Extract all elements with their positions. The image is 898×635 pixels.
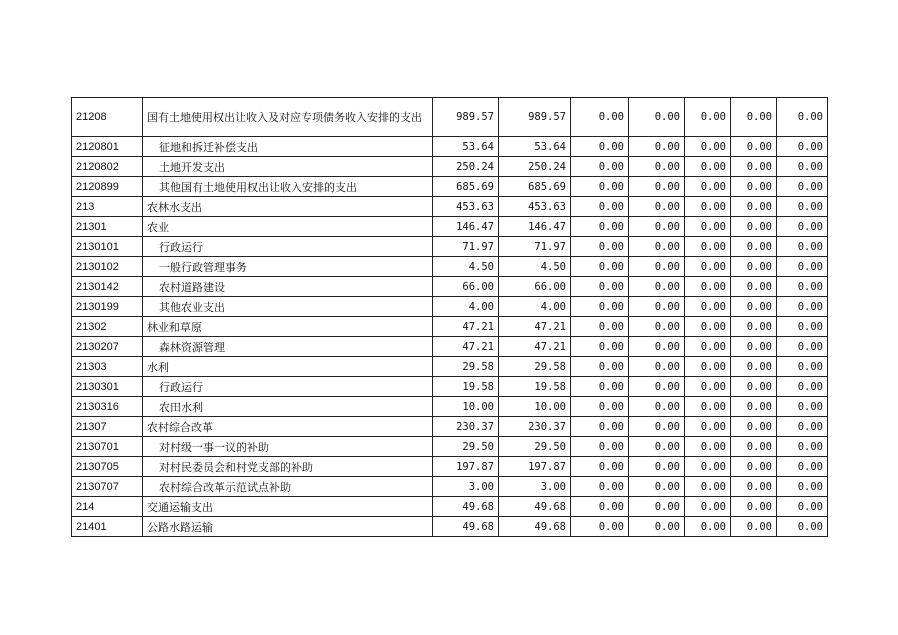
amount-cell: 0.00 — [685, 98, 731, 137]
amount-cell: 0.00 — [731, 377, 777, 397]
amount-cell: 0.00 — [571, 217, 629, 237]
subject-code-cell: 2120899 — [72, 177, 143, 197]
amount-cell: 0.00 — [571, 417, 629, 437]
amount-cell: 0.00 — [731, 157, 777, 177]
table-row — [72, 177, 828, 197]
amount-cell: 0.00 — [731, 437, 777, 457]
amount-cell: 0.00 — [731, 197, 777, 217]
amount-cell: 0.00 — [629, 357, 685, 377]
subject-code-cell: 21301 — [72, 217, 143, 237]
amount-cell: 0.00 — [777, 237, 828, 257]
amount-cell: 71.97 — [499, 237, 571, 257]
amount-cell: 0.00 — [629, 297, 685, 317]
subject-name-text: 农村道路建设 — [159, 280, 225, 294]
amount-cell: 0.00 — [571, 437, 629, 457]
amount-cell: 0.00 — [571, 517, 629, 537]
subject-name-cell — [143, 237, 433, 257]
amount-cell: 0.00 — [777, 98, 828, 137]
table-row — [72, 98, 828, 137]
amount-cell: 0.00 — [731, 477, 777, 497]
amount-cell: 47.21 — [433, 337, 499, 357]
subject-name-text: 征地和拆迁补偿支出 — [159, 140, 258, 154]
amount-cell: 0.00 — [685, 477, 731, 497]
subject-name-cell — [143, 397, 433, 417]
subject-name-text: 森林资源管理 — [159, 340, 225, 354]
amount-cell: 0.00 — [571, 337, 629, 357]
table-row — [72, 297, 828, 317]
amount-cell: 685.69 — [433, 177, 499, 197]
amount-cell: 4.50 — [433, 257, 499, 277]
amount-cell: 0.00 — [571, 477, 629, 497]
amount-cell: 0.00 — [571, 197, 629, 217]
subject-code-cell: 2130701 — [72, 437, 143, 457]
subject-name-text: 水利 — [147, 360, 169, 374]
subject-name-cell — [143, 317, 433, 337]
amount-cell: 0.00 — [629, 337, 685, 357]
subject-code-cell: 2130207 — [72, 337, 143, 357]
subject-code-cell: 2130102 — [72, 257, 143, 277]
amount-cell: 0.00 — [731, 497, 777, 517]
table-row — [72, 157, 828, 177]
subject-name-text: 农田水利 — [159, 400, 203, 414]
amount-cell: 0.00 — [731, 177, 777, 197]
amount-cell: 0.00 — [731, 98, 777, 137]
amount-cell: 0.00 — [777, 197, 828, 217]
amount-cell: 250.24 — [433, 157, 499, 177]
amount-cell: 0.00 — [777, 317, 828, 337]
subject-code-cell: 21302 — [72, 317, 143, 337]
subject-name-cell — [143, 377, 433, 397]
table-row — [72, 437, 828, 457]
amount-cell: 0.00 — [731, 337, 777, 357]
amount-cell: 0.00 — [777, 257, 828, 277]
subject-name-cell — [143, 297, 433, 317]
table-row — [72, 497, 828, 517]
table-row — [72, 197, 828, 217]
table-row — [72, 457, 828, 477]
amount-cell: 0.00 — [571, 457, 629, 477]
amount-cell: 53.64 — [499, 137, 571, 157]
subject-name-cell — [143, 437, 433, 457]
amount-cell: 453.63 — [499, 197, 571, 217]
subject-code-cell: 2120801 — [72, 137, 143, 157]
amount-cell: 0.00 — [731, 217, 777, 237]
amount-cell: 0.00 — [731, 237, 777, 257]
subject-code-cell: 2130707 — [72, 477, 143, 497]
table-row — [72, 517, 828, 537]
subject-code-cell: 213 — [72, 197, 143, 217]
amount-cell: 0.00 — [777, 477, 828, 497]
amount-cell: 53.64 — [433, 137, 499, 157]
amount-cell: 0.00 — [731, 397, 777, 417]
amount-cell: 3.00 — [499, 477, 571, 497]
subject-name-text: 其他国有土地使用权出让收入安排的支出 — [159, 180, 357, 194]
amount-cell: 0.00 — [685, 257, 731, 277]
amount-cell: 0.00 — [629, 437, 685, 457]
table-body — [72, 98, 828, 537]
amount-cell: 0.00 — [629, 417, 685, 437]
subject-code-cell: 21303 — [72, 357, 143, 377]
subject-name-text: 农村综合改革示范试点补助 — [159, 480, 291, 494]
amount-cell: 0.00 — [629, 257, 685, 277]
amount-cell: 0.00 — [777, 397, 828, 417]
amount-cell: 250.24 — [499, 157, 571, 177]
amount-cell: 0.00 — [777, 457, 828, 477]
amount-cell: 230.37 — [433, 417, 499, 437]
subject-code-cell: 2130705 — [72, 457, 143, 477]
subject-code-cell: 21208 — [72, 98, 143, 137]
amount-cell: 0.00 — [629, 377, 685, 397]
subject-name-text: 对村级一事一议的补助 — [159, 440, 269, 454]
amount-cell: 10.00 — [433, 397, 499, 417]
amount-cell: 197.87 — [499, 457, 571, 477]
subject-name-cell — [143, 277, 433, 297]
amount-cell: 0.00 — [731, 297, 777, 317]
amount-cell: 0.00 — [571, 137, 629, 157]
amount-cell: 0.00 — [685, 517, 731, 537]
amount-cell: 49.68 — [499, 497, 571, 517]
amount-cell: 0.00 — [777, 357, 828, 377]
amount-cell: 0.00 — [571, 377, 629, 397]
subject-name-cell — [143, 257, 433, 277]
amount-cell: 0.00 — [571, 257, 629, 277]
table-row — [72, 337, 828, 357]
amount-cell: 19.58 — [433, 377, 499, 397]
amount-cell: 49.68 — [433, 517, 499, 537]
amount-cell: 0.00 — [571, 277, 629, 297]
amount-cell: 0.00 — [731, 457, 777, 477]
table-row — [72, 317, 828, 337]
amount-cell: 0.00 — [685, 157, 731, 177]
amount-cell: 0.00 — [571, 497, 629, 517]
amount-cell: 0.00 — [685, 137, 731, 157]
amount-cell: 0.00 — [685, 377, 731, 397]
amount-cell: 989.57 — [499, 98, 571, 137]
amount-cell: 49.68 — [499, 517, 571, 537]
subject-name-cell — [143, 417, 433, 437]
amount-cell: 0.00 — [629, 237, 685, 257]
amount-cell: 0.00 — [777, 377, 828, 397]
amount-cell: 47.21 — [499, 337, 571, 357]
amount-cell: 0.00 — [685, 217, 731, 237]
subject-code-cell: 21401 — [72, 517, 143, 537]
subject-code-cell: 214 — [72, 497, 143, 517]
subject-name-text: 土地开发支出 — [159, 160, 225, 174]
amount-cell: 146.47 — [499, 217, 571, 237]
subject-name-cell — [143, 497, 433, 517]
amount-cell: 0.00 — [731, 257, 777, 277]
amount-cell: 0.00 — [685, 337, 731, 357]
subject-code-cell: 21307 — [72, 417, 143, 437]
amount-cell: 0.00 — [777, 177, 828, 197]
subject-name-text: 其他农业支出 — [159, 300, 225, 314]
amount-cell: 0.00 — [571, 157, 629, 177]
amount-cell: 0.00 — [571, 357, 629, 377]
subject-code-cell: 2130101 — [72, 237, 143, 257]
amount-cell: 685.69 — [499, 177, 571, 197]
amount-cell: 0.00 — [685, 177, 731, 197]
amount-cell: 0.00 — [685, 497, 731, 517]
subject-name-cell — [143, 217, 433, 237]
budget-expenditure-table — [71, 97, 828, 537]
amount-cell: 0.00 — [629, 497, 685, 517]
amount-cell: 0.00 — [571, 237, 629, 257]
amount-cell: 0.00 — [629, 317, 685, 337]
table-row — [72, 397, 828, 417]
amount-cell: 0.00 — [629, 177, 685, 197]
subject-name-text: 行政运行 — [159, 380, 203, 394]
amount-cell: 0.00 — [777, 157, 828, 177]
subject-name-text: 对村民委员会和村党支部的补助 — [159, 460, 313, 474]
amount-cell: 0.00 — [629, 517, 685, 537]
amount-cell: 0.00 — [777, 517, 828, 537]
amount-cell: 3.00 — [433, 477, 499, 497]
amount-cell: 47.21 — [433, 317, 499, 337]
amount-cell: 0.00 — [777, 137, 828, 157]
amount-cell: 0.00 — [629, 98, 685, 137]
amount-cell: 0.00 — [685, 357, 731, 377]
amount-cell: 0.00 — [685, 397, 731, 417]
amount-cell: 0.00 — [731, 137, 777, 157]
subject-name-text: 行政运行 — [159, 240, 203, 254]
amount-cell: 19.58 — [499, 377, 571, 397]
amount-cell: 0.00 — [777, 437, 828, 457]
amount-cell: 0.00 — [777, 497, 828, 517]
table-row — [72, 357, 828, 377]
table-row — [72, 217, 828, 237]
amount-cell: 49.68 — [433, 497, 499, 517]
subject-name-text: 农业 — [147, 220, 169, 234]
amount-cell: 0.00 — [777, 297, 828, 317]
amount-cell: 0.00 — [571, 317, 629, 337]
amount-cell: 0.00 — [571, 297, 629, 317]
amount-cell: 0.00 — [777, 217, 828, 237]
amount-cell: 0.00 — [731, 277, 777, 297]
amount-cell: 0.00 — [777, 337, 828, 357]
subject-name-cell — [143, 457, 433, 477]
amount-cell: 4.00 — [499, 297, 571, 317]
table-row — [72, 377, 828, 397]
amount-cell: 0.00 — [685, 237, 731, 257]
table-row — [72, 257, 828, 277]
amount-cell: 0.00 — [629, 397, 685, 417]
amount-cell: 0.00 — [685, 317, 731, 337]
subject-name-text: 一般行政管理事务 — [159, 260, 247, 274]
subject-code-cell: 2130142 — [72, 277, 143, 297]
subject-name-text: 国有土地使用权出让收入及对应专项债务收入安排的支出 — [147, 110, 422, 124]
amount-cell: 4.00 — [433, 297, 499, 317]
table-row — [72, 277, 828, 297]
subject-code-cell: 2120802 — [72, 157, 143, 177]
amount-cell: 0.00 — [685, 437, 731, 457]
table-row — [72, 477, 828, 497]
table-row — [72, 417, 828, 437]
amount-cell: 29.58 — [433, 357, 499, 377]
table-row — [72, 137, 828, 157]
subject-name-cell — [143, 477, 433, 497]
subject-code-cell: 2130301 — [72, 377, 143, 397]
amount-cell: 0.00 — [571, 177, 629, 197]
amount-cell: 66.00 — [433, 277, 499, 297]
subject-name-text: 公路水路运输 — [147, 520, 213, 534]
amount-cell: 10.00 — [499, 397, 571, 417]
amount-cell: 0.00 — [571, 98, 629, 137]
subject-name-cell — [143, 337, 433, 357]
amount-cell: 0.00 — [685, 277, 731, 297]
amount-cell: 29.50 — [433, 437, 499, 457]
amount-cell: 0.00 — [629, 137, 685, 157]
amount-cell: 0.00 — [777, 277, 828, 297]
amount-cell: 0.00 — [685, 197, 731, 217]
subject-name-cell — [143, 177, 433, 197]
subject-name-text: 林业和草原 — [147, 320, 202, 334]
subject-name-text: 农林水支出 — [147, 200, 202, 214]
amount-cell: 66.00 — [499, 277, 571, 297]
amount-cell: 197.87 — [433, 457, 499, 477]
amount-cell: 0.00 — [571, 397, 629, 417]
subject-name-cell — [143, 197, 433, 217]
amount-cell: 146.47 — [433, 217, 499, 237]
amount-cell: 0.00 — [629, 157, 685, 177]
amount-cell: 0.00 — [629, 197, 685, 217]
amount-cell: 0.00 — [629, 217, 685, 237]
amount-cell: 4.50 — [499, 257, 571, 277]
subject-name-cell — [143, 517, 433, 537]
amount-cell: 453.63 — [433, 197, 499, 217]
amount-cell: 0.00 — [685, 457, 731, 477]
amount-cell: 0.00 — [685, 297, 731, 317]
amount-cell: 47.21 — [499, 317, 571, 337]
subject-name-cell — [143, 357, 433, 377]
amount-cell: 0.00 — [629, 477, 685, 497]
subject-code-cell: 2130199 — [72, 297, 143, 317]
amount-cell: 989.57 — [433, 98, 499, 137]
amount-cell: 0.00 — [731, 317, 777, 337]
amount-cell: 0.00 — [731, 417, 777, 437]
amount-cell: 71.97 — [433, 237, 499, 257]
amount-cell: 0.00 — [731, 517, 777, 537]
subject-name-text: 交通运输支出 — [147, 500, 213, 514]
table-row — [72, 237, 828, 257]
amount-cell: 0.00 — [777, 417, 828, 437]
subject-code-cell: 2130316 — [72, 397, 143, 417]
subject-name-text: 农村综合改革 — [147, 420, 213, 434]
subject-name-cell — [143, 137, 433, 157]
amount-cell: 29.58 — [499, 357, 571, 377]
amount-cell: 230.37 — [499, 417, 571, 437]
amount-cell: 29.50 — [499, 437, 571, 457]
amount-cell: 0.00 — [629, 277, 685, 297]
amount-cell: 0.00 — [731, 357, 777, 377]
amount-cell: 0.00 — [685, 417, 731, 437]
subject-name-cell — [143, 157, 433, 177]
amount-cell: 0.00 — [629, 457, 685, 477]
subject-name-cell — [143, 98, 433, 137]
